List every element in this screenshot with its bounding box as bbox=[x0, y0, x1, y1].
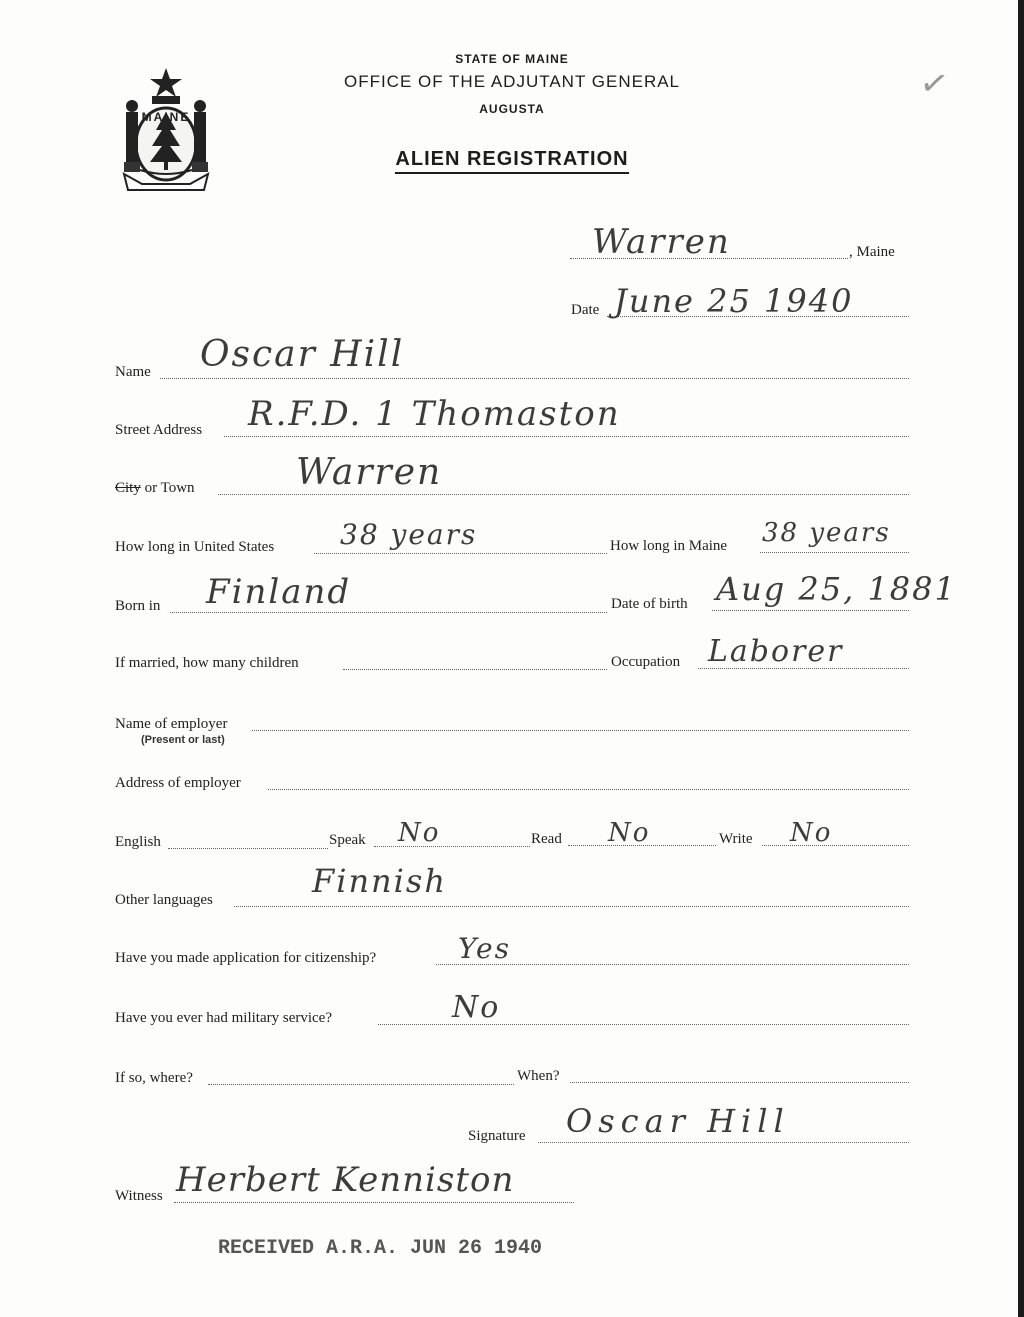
received-stamp: RECEIVED A.R.A. JUN 26 1940 bbox=[218, 1237, 543, 1260]
dob-label: Date of birth bbox=[611, 596, 688, 612]
occupation-label: Occupation bbox=[611, 654, 681, 670]
how-long-us-value: 38 years bbox=[340, 518, 478, 551]
state-heading: STATE OF MAINE bbox=[455, 52, 569, 66]
citizenship-label: Have you made application for citizenship? bbox=[115, 950, 377, 966]
how-long-maine-value: 38 years bbox=[762, 518, 891, 548]
maine-label: , Maine bbox=[849, 244, 895, 260]
occupation-value: Laborer bbox=[708, 634, 844, 669]
witness-label: Witness bbox=[115, 1188, 163, 1204]
married-label: If married, how many children bbox=[115, 655, 299, 671]
city-heading: AUGUSTA bbox=[479, 102, 545, 116]
citizenship-value: Yes bbox=[458, 932, 511, 965]
town-value: Warren bbox=[296, 452, 443, 493]
when-label: When? bbox=[517, 1068, 560, 1084]
military-label: Have you ever had military service? bbox=[115, 1010, 332, 1026]
other-languages-label: Other languages bbox=[115, 892, 213, 908]
signature-value: Oscar Hill bbox=[566, 1102, 790, 1140]
born-value: Finland bbox=[206, 572, 352, 612]
employer-note: (Present or last) bbox=[141, 734, 225, 746]
employer-address-label: Address of employer bbox=[115, 775, 241, 791]
how-long-maine-label: How long in Maine bbox=[610, 538, 728, 554]
other-languages-value: Finnish bbox=[312, 862, 447, 900]
form-title: ALIEN REGISTRATION bbox=[312, 148, 712, 171]
check-mark-icon: ✓ bbox=[916, 61, 952, 107]
street-label: Street Address bbox=[115, 422, 203, 438]
signature-label: Signature bbox=[468, 1128, 526, 1144]
born-label: Born in bbox=[115, 598, 161, 614]
how-long-us-label: How long in United States bbox=[115, 539, 275, 555]
date-label: Date bbox=[571, 302, 600, 318]
maine-state-seal-icon bbox=[112, 64, 220, 194]
speak-label: Speak bbox=[329, 832, 366, 848]
name-value: Oscar Hill bbox=[200, 334, 405, 375]
speak-value: No bbox=[398, 818, 441, 848]
read-value: No bbox=[608, 818, 651, 848]
witness-value: Herbert Kenniston bbox=[176, 1160, 515, 1200]
write-value: No bbox=[790, 818, 833, 848]
military-value: No bbox=[452, 990, 501, 1025]
english-label: English bbox=[115, 834, 161, 850]
date-value: June 25 1940 bbox=[614, 282, 854, 320]
city-town-label: City or Town bbox=[115, 480, 195, 496]
seal-banner-text: MAINE bbox=[141, 110, 191, 124]
town-top-value: Warren bbox=[592, 222, 731, 262]
where-label: If so, where? bbox=[115, 1070, 193, 1086]
office-heading: OFFICE OF THE ADJUTANT GENERAL bbox=[343, 72, 681, 91]
employer-label: Name of employer bbox=[115, 716, 228, 732]
write-label: Write bbox=[719, 831, 753, 847]
name-label: Name bbox=[115, 364, 151, 380]
dob-value: Aug 25, 1881 bbox=[716, 570, 957, 608]
street-value: R.F.D. 1 Thomaston bbox=[248, 394, 621, 434]
read-label: Read bbox=[531, 831, 562, 847]
